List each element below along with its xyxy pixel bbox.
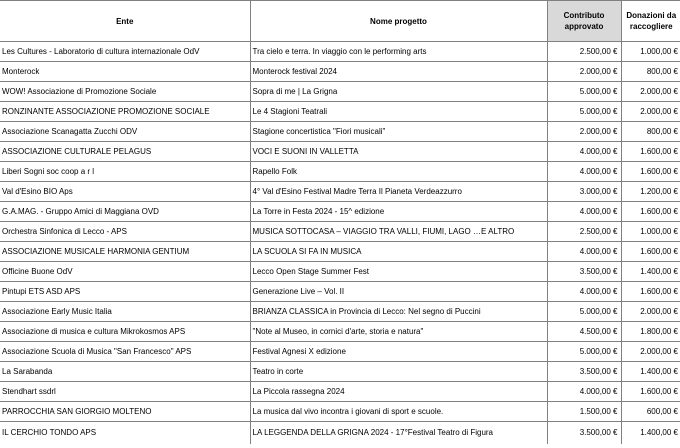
- table-row: [0, 262, 680, 282]
- table-row: [0, 402, 680, 422]
- header-ente: Ente: [0, 1, 250, 42]
- header-progetto: Nome progetto: [250, 1, 547, 42]
- table-row: [0, 362, 680, 382]
- table-row: [0, 122, 680, 142]
- cell-contributo: 4.000,00 €: [547, 142, 621, 162]
- cell-contributo: 3.500,00 €: [547, 362, 621, 382]
- cell-contributo: 3.500,00 €: [547, 422, 621, 444]
- cell-contributo: 3.000,00 €: [547, 182, 621, 202]
- cell-ente: WOW! Associazione di Promozione Sociale: [0, 82, 250, 102]
- table-row: [0, 322, 680, 342]
- cell-ente: ASSOCIAZIONE CULTURALE PELAGUS: [0, 142, 250, 162]
- cell-progetto: Lecco Open Stage Summer Fest: [250, 262, 547, 282]
- header-row: [0, 1, 680, 42]
- cell-ente: Stendhart ssdrl: [0, 382, 250, 402]
- cell-donazioni: 1.400,00 €: [621, 362, 680, 382]
- cell-donazioni: 1.400,00 €: [621, 422, 680, 444]
- cell-progetto: La Piccola rassegna 2024: [250, 382, 547, 402]
- cell-donazioni: 1.000,00 €: [621, 42, 680, 62]
- cell-progetto: Generazione Live – Vol. II: [250, 282, 547, 302]
- cell-contributo: 4.000,00 €: [547, 282, 621, 302]
- cell-contributo: 4.000,00 €: [547, 382, 621, 402]
- cell-progetto: MUSICA SOTTOCASA – VIAGGIO TRA VALLI, FIUMI, LAGO …E ALTRO: [250, 222, 547, 242]
- cell-ente: Officine Buone OdV: [0, 262, 250, 282]
- cell-contributo: 2.000,00 €: [547, 122, 621, 142]
- cell-ente: Associazione di musica e cultura Mikrokosmos APS: [0, 322, 250, 342]
- cell-progetto: 4° Val d'Esino Festival Madre Terra Il Pianeta Verdeazzurro: [250, 182, 547, 202]
- cell-donazioni: 800,00 €: [621, 62, 680, 82]
- cell-ente: PARROCCHIA SAN GIORGIO MOLTENO: [0, 402, 250, 422]
- cell-ente: IL CERCHIO TONDO APS: [0, 422, 250, 444]
- cell-contributo: 3.500,00 €: [547, 262, 621, 282]
- cell-progetto: Tra cielo e terra. In viaggio con le performing arts: [250, 42, 547, 62]
- cell-contributo: 2.000,00 €: [547, 62, 621, 82]
- cell-progetto: LA LEGGENDA DELLA GRIGNA 2024 - 17°Festival Teatro di Figura: [250, 422, 547, 444]
- cell-progetto: Sopra di me | La Grigna: [250, 82, 547, 102]
- cell-ente: Liberi Sogni soc coop a r l: [0, 162, 250, 182]
- cell-donazioni: 1.600,00 €: [621, 282, 680, 302]
- cell-donazioni: 600,00 €: [621, 402, 680, 422]
- cell-ente: Les Cultures - Laboratorio di cultura internazionale OdV: [0, 42, 250, 62]
- cell-donazioni: 2.000,00 €: [621, 342, 680, 362]
- table-row: [0, 422, 680, 444]
- cell-ente: La Sarabanda: [0, 362, 250, 382]
- cell-contributo: 5.000,00 €: [547, 302, 621, 322]
- cell-progetto: LA SCUOLA SI FA IN MUSICA: [250, 242, 547, 262]
- cell-donazioni: 1.600,00 €: [621, 202, 680, 222]
- cell-ente: Associazione Scuola di Musica "San Francesco" APS: [0, 342, 250, 362]
- cell-donazioni: 1.600,00 €: [621, 382, 680, 402]
- cell-contributo: 5.000,00 €: [547, 82, 621, 102]
- cell-donazioni: 1.600,00 €: [621, 142, 680, 162]
- cell-ente: Associazione Scanagatta Zucchi ODV: [0, 122, 250, 142]
- cell-progetto: Monterock festival 2024: [250, 62, 547, 82]
- cell-progetto: "Note al Museo, in cornici d'arte, storia e natura": [250, 322, 547, 342]
- table-row: [0, 102, 680, 122]
- cell-contributo: 5.000,00 €: [547, 342, 621, 362]
- cell-contributo: 2.500,00 €: [547, 222, 621, 242]
- cell-progetto: Rapello Folk: [250, 162, 547, 182]
- cell-donazioni: 1.800,00 €: [621, 322, 680, 342]
- cell-donazioni: 800,00 €: [621, 122, 680, 142]
- cell-donazioni: 2.000,00 €: [621, 302, 680, 322]
- table-row: [0, 42, 680, 62]
- cell-donazioni: 1.400,00 €: [621, 262, 680, 282]
- cell-ente: Val d'Esino BIO Aps: [0, 182, 250, 202]
- cell-donazioni: 1.600,00 €: [621, 162, 680, 182]
- cell-contributo: 5.000,00 €: [547, 102, 621, 122]
- cell-donazioni: 2.000,00 €: [621, 102, 680, 122]
- cell-contributo: 4.000,00 €: [547, 202, 621, 222]
- cell-ente: Associazione Early Music Italia: [0, 302, 250, 322]
- table-row: [0, 222, 680, 242]
- header-donazioni: Donazioni da raccogliere: [621, 1, 680, 42]
- table-row: [0, 62, 680, 82]
- cell-progetto: Festival Agnesi X edizione: [250, 342, 547, 362]
- cell-contributo: 4.000,00 €: [547, 162, 621, 182]
- table-row: [0, 202, 680, 222]
- table-row: [0, 162, 680, 182]
- cell-ente: Orchestra Sinfonica di Lecco - APS: [0, 222, 250, 242]
- cell-donazioni: 2.000,00 €: [621, 82, 680, 102]
- table-row: [0, 142, 680, 162]
- cell-progetto: Teatro in corte: [250, 362, 547, 382]
- cell-ente: Monterock: [0, 62, 250, 82]
- cell-contributo: 2.500,00 €: [547, 42, 621, 62]
- cell-progetto: BRIANZA CLASSICA in Provincia di Lecco: Nel segno di Puccini: [250, 302, 547, 322]
- table-row: [0, 382, 680, 402]
- cell-donazioni: 1.600,00 €: [621, 242, 680, 262]
- table-row: [0, 282, 680, 302]
- cell-progetto: La Torre in Festa 2024 - 15^ edizione: [250, 202, 547, 222]
- cell-progetto: VOCI E SUONI IN VALLETTA: [250, 142, 547, 162]
- cell-ente: G.A.MAG. - Gruppo Amici di Maggiana OVD: [0, 202, 250, 222]
- cell-contributo: 4.000,00 €: [547, 242, 621, 262]
- table-row: [0, 242, 680, 262]
- cell-progetto: Le 4 Stagioni Teatrali: [250, 102, 547, 122]
- table-row: [0, 342, 680, 362]
- cell-donazioni: 1.200,00 €: [621, 182, 680, 202]
- table-row: [0, 302, 680, 322]
- header-contributo: Contributo approvato: [547, 1, 621, 42]
- cell-progetto: La musica dal vivo incontra i giovani di sport e scuole.: [250, 402, 547, 422]
- cell-ente: RONZINANTE ASSOCIAZIONE PROMOZIONE SOCIALE: [0, 102, 250, 122]
- cell-ente: ASSOCIAZIONE MUSICALE HARMONIA GENTIUM: [0, 242, 250, 262]
- cell-contributo: 4.500,00 €: [547, 322, 621, 342]
- table-row: [0, 82, 680, 102]
- cell-progetto: Stagione concertistica "Fiori musicali": [250, 122, 547, 142]
- cell-ente: Pintupi ETS ASD APS: [0, 282, 250, 302]
- cell-donazioni: 1.000,00 €: [621, 222, 680, 242]
- table-row: [0, 182, 680, 202]
- cell-contributo: 1.500,00 €: [547, 402, 621, 422]
